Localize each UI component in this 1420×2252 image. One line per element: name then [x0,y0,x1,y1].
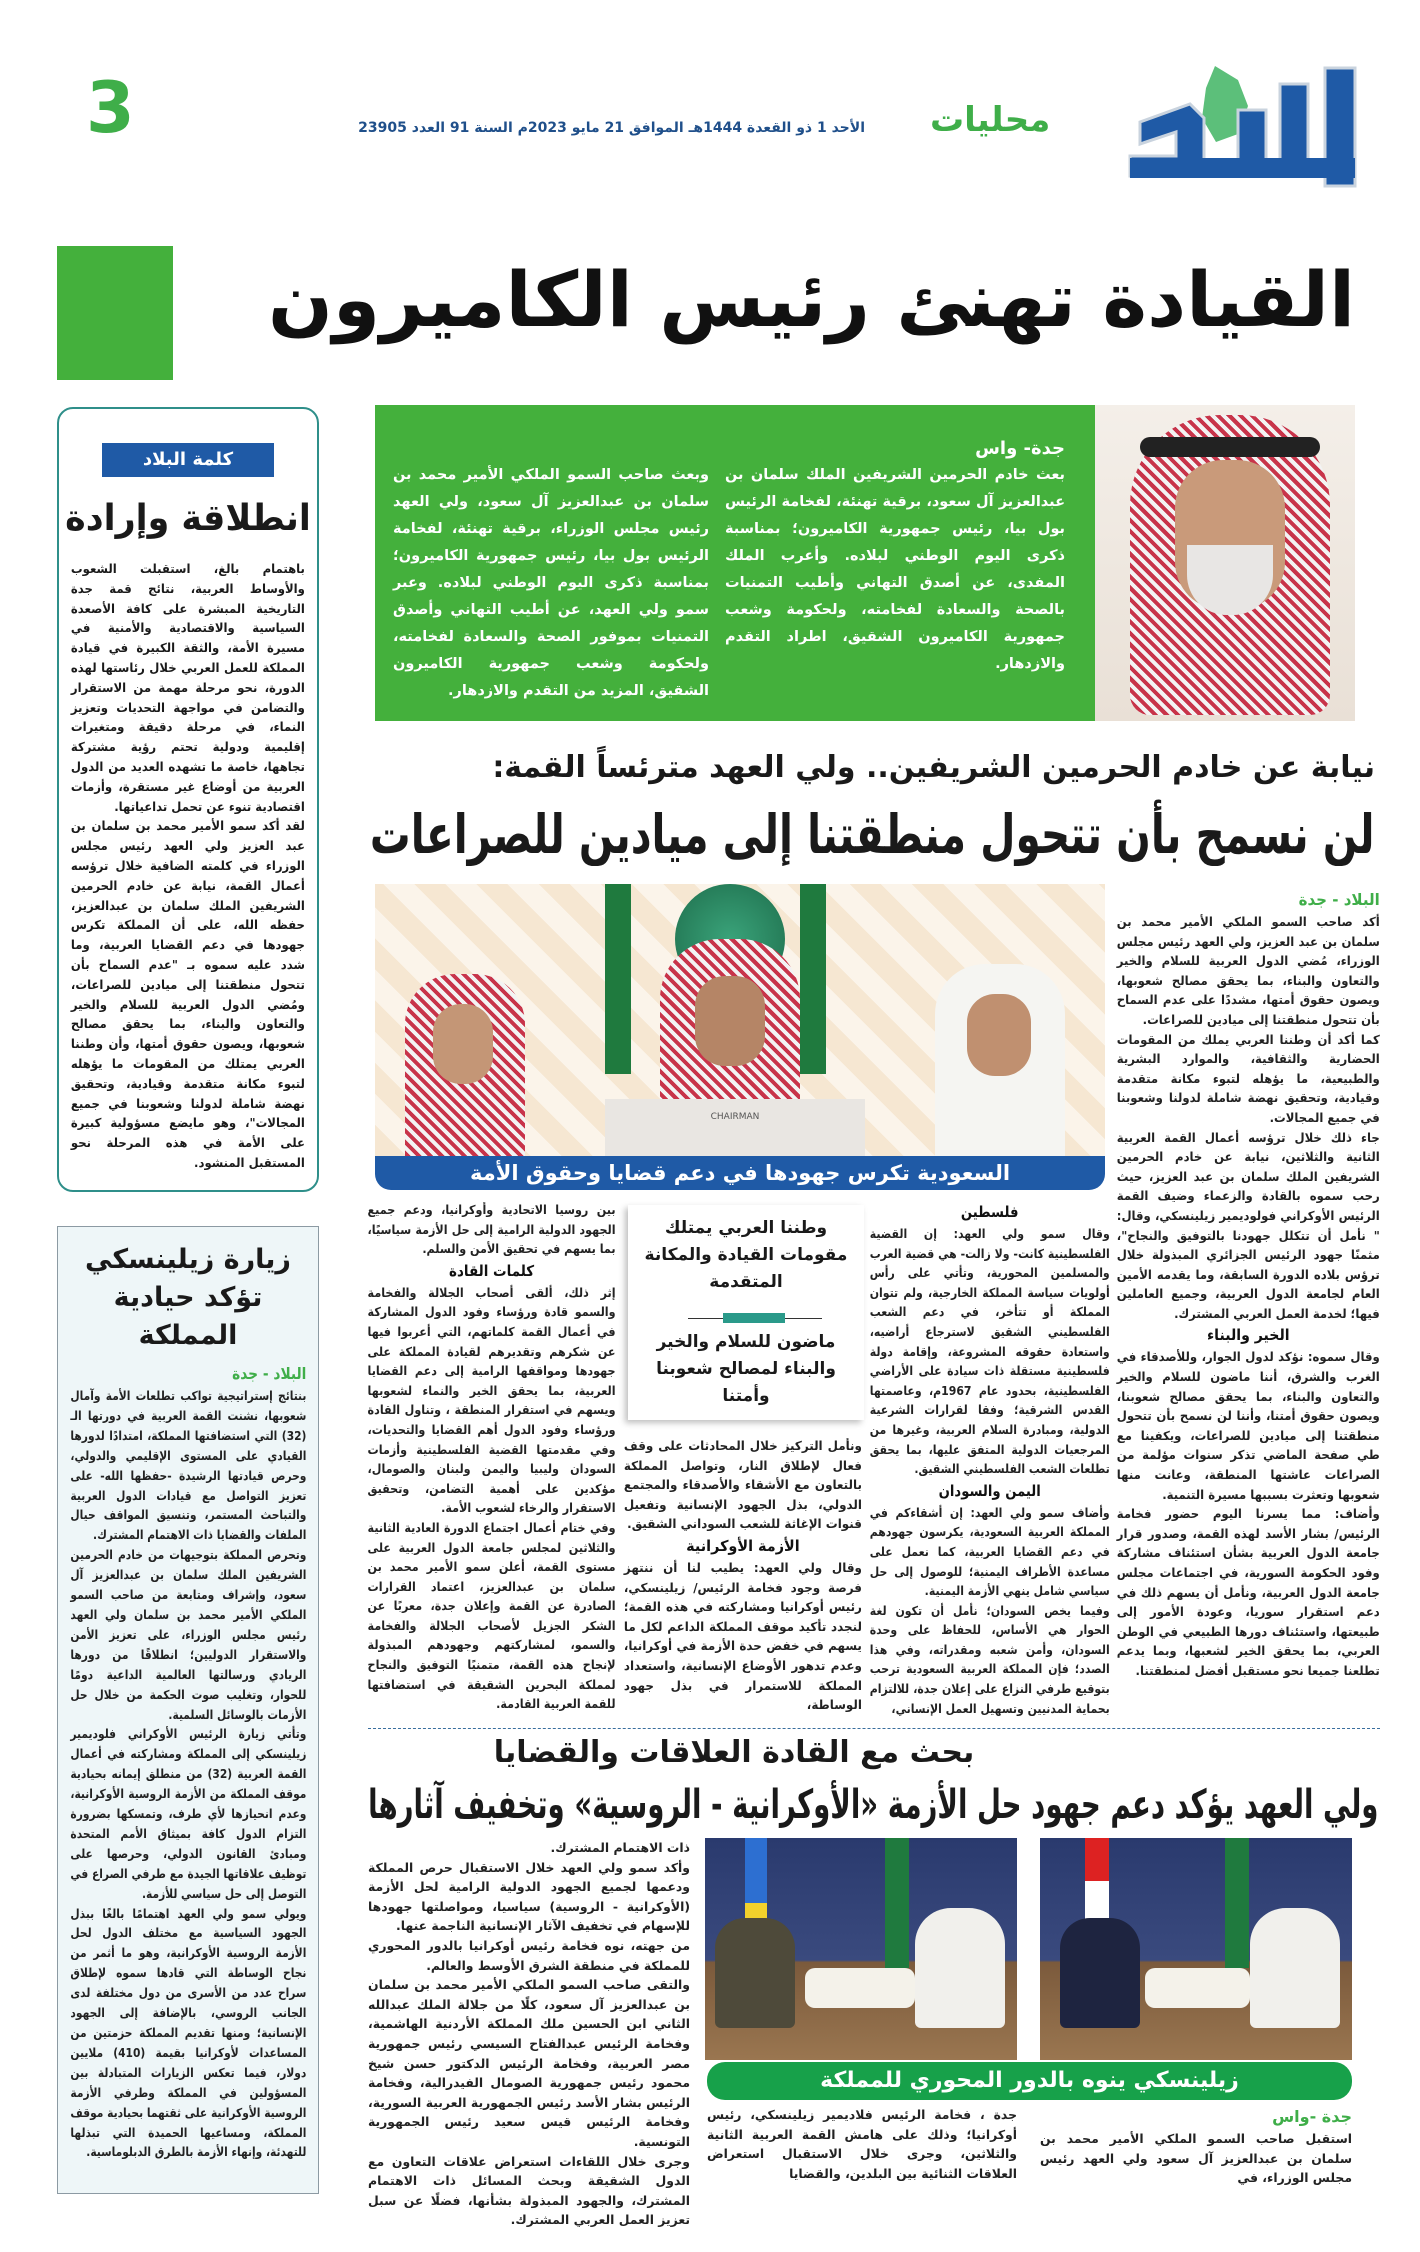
pull-quote-box-1 [636,1215,856,1303]
article-paragraph: بين روسيا الاتحادية وأوكرانيا، ودعم جميع الجهود الدولية الرامية إلى حل الأزمة سياسيًا، بما يسهم في تحقيق الأمن والسلم. [368,1202,616,1257]
sidebar-story-body [70,1362,306,2182]
article-paragraph: وفي ختام أعمال اجتماع الدورة العادية الثانية والثلاثين لمجلس جامعة الدول العربية على مستوى القمة، أعلن سمو الأمير محمد بن سلمان بن عبدالعزيز، اعتماد القرارات الصادرة عن القمة وإعلان جدة، معربًا عن الشكر الجزيل لأصحاب الجلالة والفخامة والسمو، لمشاركتهم وجهودهم المبذولة لإنجاح هذه القمة، متمنيًا التوفيق والنجاح لمملكة البحرين الشقيقة في استضافتها للقمة العربية القادمة. [368,1519,616,1712]
sidebar-paragraph: بنتائج إستراتيجية تواكب تطلعات الأمة وآمال شعوبها، نشنت القمة العربية في دورتها الـ (32) التي استضافتها المملكة، امتدادًا لدورها القيادي على المستوى الإقليمي والدولي، وحرص قيادتها الرشيدة -حفظها الله- على تعزيز التواصل مع قيادات الدول العربية والتباحث المستمر، وتنسيق المواقف حيال الملفات والقضايا ذات الاهتمام المشترك. [70,1388,306,1543]
article-paragraph: وقال سمو ولي العهد: إن القضية الفلسطينية كانت- ولا زالت- هي قضية العرب والمسلمين المحورية، وتأتي على رأس أولويات سياسة المملكة الخارجية، ولم تتوان المملكة أو تتأخر، في دعم الشعب الفلسطيني الشقيق لاسترجاع أراضيه، واستعادة حقوقه المشروعة، وإقامة دولة فلسطينية مستقلة ذات سيادة على الأراضي الفلسطينية، بحدود عام 1967م، وعاصمتها القدس الشرقية؛ وفقا لقرارات الشرعية الدولية، ومبادرة السلام العربية، وغيرها من المرجعيات الدولية المتفق عليها، بما يحقق تطلعات الشعب الفلسطيني الشقيق. [870,1226,1111,1477]
article-paragraph: ونأمل التركيز خلال المحادثات على وقف فعال لإطلاق النار، وتواصل المملكة بالتعاون مع الأشقاء والأصدقاء والمجتمع الدولي، بذل الجهود الإنسانية وتفعيل قنوات الإغاثة للشعب السوداني الشقيق. [624,1438,862,1532]
article-paragraph: أكد صاحب السمو الملكي الأمير محمد بن سلمان بن عبد العزيز، ولي العهد رئيس مجلس الوزراء، مُضي الدول العربية للسلام والخير والتعاون والبناء، بما يحقق مصالح شعوبها، ويصون حقوق أمتها، مشددًا على عدم السماح بأن تتحول منطقتنا إلى ميادين للصراعات. [1117,914,1380,1027]
pull-quote: ماضون للسلام والخير والبناء لمصالح شعوبنا وأمتنا [656,1332,836,1406]
top-story-col2-text: وبعث صاحب السمو الملكي الأمير محمد بن سلمان بن عبدالعزيز آل سعود، ولي العهد رئيس مجلس الوزراء، برقية تهنئة، لفخامة الرئيس بول بيا، رئيس جمهورية الكاميرون؛ بمناسبة ذكرى اليوم الوطني لبلاده. وعبر سمو ولي العهد، عن أطيب التهاني وأصدق التمنيات بموفور الصحة والسعادة لفخامته، ولحكومة وشعب جمهورية الكاميرون الشقيق، المزيد من التقدم والازدهار. [393,467,709,699]
article-paragraph: إثر ذلك، ألقى أصحاب الجلالة والفخامة والسمو قادة ورؤساء وفود الدول المشاركة في أعمال القمة كلماتهم، التي أعربوا فيها عن شكرهم وتقديرهم لقيادة المملكة على جهودها ومواقفها الرامية إلى دعم القضايا العربية، بما يحقق الخير والنماء لشعوبها ويسهم في استقرار المنطقة ، وتناول القادة ورؤساء وفود الدول أهم القضايا والتحديات، وفي مقدمتها القضية الفلسطينية وأزمات السودان وليبيا واليمن ولبنان والصومال، مؤكدين على أهمية التضامن، وتحقيق الاستقرار والرخاء لشعوب الأمة. [368,1284,616,1516]
person-right [915,1908,1005,2028]
article-paragraph: وفيما يخص السودان؛ نأمل أن تكون لغة الحوار هي الأساس، للحفاظ على وحدة السودان، وأمن شعبه ومقدراته، وفي هذا الصدد؛ فإن المملكة العربية السعودية ترحب بتوقيع طرفي النزاع على إعلان جدة، للالتزام بحماية المدنيين وتسهيل العمل الإنساني، [870,1602,1110,1716]
sidebar-paragraph: وتأتي زيارة الرئيس الأوكراني فلوديمير زيلينسكي إلى المملكة ومشاركته في أعمال القمة العربية (32) من منطلق إيمانه بحيادية موقف المملكة من الأزمة الروسية الأوكرانية، وعدم انحيازها لأي طرف، وتمسكها بضرورة التزام الدول كافة بميثاق الأمم المتحدة ومبادئ القانون الدولي، وحرصها على توظيف علاقاتها الجيدة مع طرفي الصراع في التوصل إلى حل سياسي للأزمة. [70,1726,306,1901]
person-left [715,1918,795,2028]
editorial-box [57,407,319,1192]
second-kicker: بحث مع القادة العلاقات والقضايا [493,1735,975,1770]
sidebar-paragraph: وتحرص المملكة بتوجيهات من خادم الحرمين الشريفين الملك سلمان بن عبدالعزيز آل سعود، وإشراف ومتابعة من صاحب السمو الملكي الأمير محمد بن سلمان ولي العهد رئيس مجلس الوزراء، على تعزيز الأمن والاستقرار الدوليين؛ انطلاقًا من دورها الريادي ورسالتها العالمية الداعية دومًا للحوار، وتغليب صوت الحكمة من خلال حل الأزمات بالوسائل السلمية. [70,1547,306,1722]
second-paragraph: ذات الاهتمام المشترك. [550,1840,690,1855]
article-paragraph: وأضاف سمو ولي العهد: إن أشقاءكم في المملكة العربية السعودية، يكرسون جهودهم في دعم القضايا العربية، كما نعمل على مساعدة الأطراف اليمنية؛ للوصول إلى حل سياسي شامل ينهي الأزمة اليمنية. [870,1504,1110,1599]
second-dateline: جدة -واس [1272,2107,1352,2126]
person-right [1250,1908,1340,2028]
issue-dateline-box [215,120,865,142]
page-number: 3 [86,67,135,149]
main-col-4 [368,1200,616,1720]
second-photo-caption: زيلينسكي ينوه بالدور المحوري للمملكة [820,2068,1239,2093]
section-divider [368,1728,1380,1729]
podium [605,1099,865,1156]
second-kicker-box [368,1732,1100,1774]
king-photo [1095,405,1355,721]
flowers [805,1968,915,2008]
second-col-mid-text: جدة ، فخامة الرئيس فلاديمير زيلينسكي، رئيس أوكرانيا؛ وذلك على هامش القمة العربية الثانية والثلاثين، وجرى خلال الاستقبال استعراض العلاقات الثنائية بين البلدين، والقضايا [707,2107,1017,2181]
second-col-right [1040,2105,1352,2245]
second-headline-box [368,1776,1378,1834]
sidebar-paragraph: ويولي سمو ولي العهد اهتمامًا بالغًا ببذل الجهود السياسية مع مختلف الدول لحل الأزمة الروسية الأوكرانية، وهو ما أثمر من نجاح الوساطة التي قادها سموه لإطلاق سراح عدد من الأسرى من دول مختلفة لدى الجانب الروسي، بالإضافة إلى الجهود الإنسانية؛ ومنها تقديم المملكة حزمتين من المساعدات لأوكرانيا بقيمة (410) ملايين دولار، فيما تعكس الزيارات المتبادلة بين المسؤولين في المملكة وطرفي الأزمة الروسية الأوكرانية على ثقتهما بحيادية موقف المملكة، ومساعيها الحميدة التي تبذلها للتهدئة، وإنهاء الأزمة بالطرق الدبلوماسية. [70,1905,307,2160]
second-paragraph: من جهته، نوه فخامة رئيس أوكرانيا بالدور المحوري للمملكة في منطقة الشرق الأوسط والعالم. [368,1937,690,1973]
sidebar-story-box [57,1226,319,2194]
editorial-body [71,559,305,1174]
newspaper-logo[interactable] [1120,58,1365,198]
second-headline: ولي العهد يؤكد دعم جهود حل الأزمة «الأوكرانية - الروسية» وتخفيف آثارها [367,1782,1378,1828]
main-col-2 [870,1200,1110,1720]
second-paragraph: والتقى صاحب السمو الملكي الأمير محمد بن سلمان بن عبدالعزيز آل سعود، كلًا من جلالة الملك عبدالله الثاني ابن الحسين ملك المملكة الأردنية الهاشمية، وفخامة الرئيس عبدالفتاح السيسي رئيس جمهورية مصر العربية، وفخامة الرئيس الدكتور حسن شيخ محمود رئيس جمهورية الصومال الفيدرالية، وفخامة الرئيس بشار الأسد رئيس الجمهورية العربية السورية، وفخامة الرئيس قيس سعيد رئيس الجمهورية التونسية. [368,1977,690,2149]
section-heading: الأزمة الأوكرانية [686,1536,800,1555]
main-photo-caption: السعودية تكرس جهودها في دعم قضايا وحقوق الأمة [469,1161,1011,1185]
sidebar-story-title: زيارة زيلينسكي تؤكد حيادية المملكة [85,1244,291,1351]
section-heading: الخير والبناء [1207,1326,1290,1345]
pull-quote-box [628,1205,864,1420]
top-story-col1 [725,435,1065,715]
pull-quote-box-2 [636,1329,856,1415]
top-story-box [375,405,1355,721]
issue-dateline: الأحد 1 ذو القعدة 1444هـ الموافق 21 مايو 2023م السنة 91 العدد 23905 [358,120,865,136]
face-shape [695,976,765,1066]
main-dateline: البلاد - جدة [1298,890,1380,909]
section-name: محليات [930,100,1051,140]
saudi-flag [1225,1838,1249,1968]
flag-shape [605,884,631,1074]
main-headline: لن نسمح بأن تتحول منطقتنا إلى ميادين للصراعات [370,803,1375,866]
editorial-title-box [65,491,311,547]
flowers [1145,1968,1250,2008]
sisi-meeting-photo [1040,1838,1352,2060]
second-paragraph: وأكد سمو ولي العهد خلال الاستقبال حرص المملكة ودعمها لجميع الجهود الدولية الرامية لحل الأزمة (الأوكرانية - الروسية) سياسيا، ومواصلتها جهودها للإسهام في تخفيف الآثار الإنسانية الناجمة عنها. [368,1859,690,1934]
zelensky-meeting-photo [705,1838,1017,2060]
editorial-paragraph: لقد أكد سمو الأمير محمد بن سلمان بن عبد العزيز ولي العهد رئيس مجلس الوزراء في كلمته الضافية خلال ترؤسه أعمال القمة، نيابة عن خادم الحرمين الشريفين الملك سلمان بن عبدالعزيز، حفظه الله، على أن المملكة تكرس جهودها في دعم القضايا العربية، وما شدد عليه سموه بـ "عدم السماح بأن تتحول منطقتنا إلى ميادين للصراعات، ومُضي الدول العربية للسلام والخير والتعاون والبناء، بما يحقق مصالح شعوبها، ويصون حقوق أمتها، وأن وطننا العربي يمتلك من المقومات ما يؤهله لتبوء مكانة متقدمة وقيادية، وتحقيق نهضة شاملة لدولنا وشعوبنا في جميع المجالات"، وهو مايضع مسؤولية كبيرة على الأمة في هذه المرحلة نحو المستقبل المنشود. [71,818,305,1170]
article-paragraph: وقال سموه: نؤكد لدول الجوار، وللأصدقاء في الغرب والشرق، أننا ماضون للسلام والخير والتعاون والبناء، بما يحقق مصالح شعوبنا، ويصون حقوق أمتنا، وأننا لن نسمح بأن تتحول منطقتنا إلى ميادين للصراعات، ويكفينا مع طي صفحة الماضي تذكر سنوات مؤلمة من الصراعات عاشتها المنطقة، وعانت منها شعوبها وتعثرت بسببها مسيرة التنمية. [1117,1349,1380,1502]
sidebar-story-title-box [68,1241,308,1359]
article-paragraph: وقال ولي العهد: يطيب لنا أن ننتهز فرصة وجود فخامة الرئيس/ زيلينسكي، رئيس أوكرانيا ومشاركته في هذه القمة؛ لنجدد تأكيد موقف المملكة الداعم لكل ما يسهم في خفض حدة الأزمة في أوكرانيا، وعدم تدهور الأوضاع الإنسانية، واستعداد المملكة للاستمرار في بذل جهود الوساطة، [624,1559,862,1713]
main-photo-caption-box [385,1156,1095,1190]
second-photo-caption-box [719,2062,1340,2100]
article-paragraph: كما أكد أن وطننا العربي يملك من المقومات الحضارية والثقافية، والموارد البشرية والطبيعية، ما يؤهله لتبوء مكانة متقدمة وقيادية، وتحقيق نهضة شاملة لدولنا وشعوبنا في جميع المجالات. [1117,1031,1380,1125]
summit-photo [375,884,1105,1156]
main-col-right [1117,888,1380,1720]
sidebar-dateline: البلاد - جدة [231,1364,306,1383]
article-paragraph: وأضاف: مما يسرنا اليوم حضور فخامة الرئيس/ بشار الأسد لهذه القمة، وصدور قرار جامعة الدول العربية بشأن استئناف مشاركة وفود الحكومة السورية، في اجتماعات مجلس جامعة الدول العربية، ونأمل أن يسهم ذلك في دعم استقرار سوريا، وعودة الأمور إلى طبيعتها، واستئناف دورها الطبيعي في الوطن العربي، بما يحقق الخير لشعبها، وبما يدعم تطلعنا جميعا نحو مستقبل أفضل لمنطقتنا. [1117,1506,1380,1678]
flag-shape [800,884,826,1074]
divider-accent [723,1313,785,1323]
face-shape [967,994,1031,1076]
top-story-dateline: جدة- واس [975,438,1065,459]
face-shape [433,1004,493,1084]
article-paragraph: جاء ذلك خلال ترؤسه أعمال القمة العربية الثانية والثلاثين، نيابة عن خادم الحرمين الشريفين الملك سلمان بن عبد العزيز، حيث رحب سموه بالقادة والزعماء وضيف القمة الرئيس الأوكراني فولوديمير زيلينسكي، وقال: " نأمل أن تتكلل جهودنا بالتوفيق والنجاح"، مثمنًا جهود الرئيس الجزائري المبذولة خلال ترؤس بلاده الدورة السابقة، وما يقدمه الأمين العام لجامعة الدول العربية، وجميع العاملين فيها؛ لخدمة العمل العربي المشترك. [1117,1129,1380,1321]
second-col-left [368,1838,690,2243]
section-heading: كلمات القادة [449,1261,535,1280]
top-headline-box [205,250,1355,350]
section-heading: فلسطين [961,1203,1019,1221]
top-story-text: بعث خادم الحرمين الشريفين الملك سلمان بن عبدالعزيز آل سعود، برقية تهنئة، لفخامة الرئيس بول بيا، رئيس جمهورية الكاميرون؛ بمناسبة ذكرى اليوم الوطني لبلاده. وأعرب الملك المفدى، عن أصدق التهاني وأطيب التمنيات بالصحة والسعادة لفخامته، ولحكومة وشعب جمهورية الكاميرون الشقيق، اطراد التقدم والازدهار. [725,467,1065,672]
editorial-title: انطلاقة وإرادة [65,498,311,539]
top-headline: القيادة تهنئ رئيس الكاميرون [267,255,1355,344]
saudi-flag [885,1838,909,1968]
agal-shape [1140,437,1320,457]
second-col-right-text: استقبل صاحب السمو الملكي الأمير محمد بن سلمان بن عبدالعزيز آل سعود ولي العهد رئيس مجلس الوزراء، في [1040,2131,1352,2186]
person-left [1060,1918,1140,2028]
second-col-mid [707,2105,1017,2245]
chairman-nameplate: CHAIRMAN [710,1112,760,1122]
main-kicker: نيابة عن خادم الحرمين الشريفين.. ولي العهد مترئساً القمة: [492,750,1375,785]
green-accent-block [57,246,173,380]
second-paragraph: وجرى خلال اللقاءات استعراض علاقات التعاون مع الدول الشقيقة وبحث المسائل ذات الاهتمام المشترك، والجهود المبذولة بشأنها، فضلًا عن سبل تعزيز العمل العربي المشترك. [368,2153,690,2228]
editorial-badge: كلمة البلاد [102,443,274,477]
section-heading: اليمن والسودان [938,1481,1042,1500]
editorial-paragraph: باهتمام بالغ، استقبلت الشعوب والأوساط العربية، نتائج قمة جدة التاريخية المبشرة على كافة الأصعدة السياسية والاقتصادية والأمنية في مسيرة الأمة، والثقة الكبيرة في قيادة المملكة للعمل العربي خلال رئاستها لهذه الدورة، نحو مرحلة مهمة من الاستقرار والتضامن في مواجهة التحديات وتعزيز النماء، في مرحلة دقيقة ومتغيرات إقليمية ودولية تحتم رؤية مشتركة تجاهها، خاصة ما تشهده العديد من الدول العربية من أوضاع غير مستقرة، وأزمات اقتصادية تنوء عن تحمل تداعياتها. [71,561,305,814]
main-headline-box [370,796,1375,874]
pull-quote: وطننا العربي يمتلك مقومات القيادة والمكانة المتقدمة [644,1218,848,1292]
second-photo-caption-bar [707,2062,1352,2100]
main-kicker-box [370,746,1375,790]
main-col-3 [624,1436,862,1720]
main-photo-caption-bar [375,1156,1105,1190]
top-story-col2 [393,435,709,715]
